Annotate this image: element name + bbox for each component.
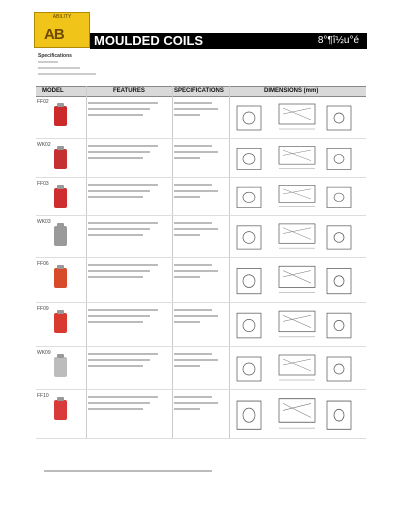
features-text [88,264,164,282]
page-code: 8°¶î½u°é [317,35,359,46]
dimension-drawing [231,143,361,173]
features-text [88,222,164,240]
logo-text: ABILITY [52,14,72,20]
coil-image [54,188,67,208]
coil-image [54,268,67,288]
features-text [88,145,164,163]
table-row [36,347,366,390]
dimension-drawing [231,394,361,434]
coil-image [54,106,67,126]
table-row [36,139,366,178]
model-code: WK03 [37,219,51,225]
coil-image [54,400,67,420]
coil-image [54,226,67,246]
features-text [88,396,164,414]
features-text [88,102,164,120]
specifications-text [174,222,222,240]
specs-heading: Specifications [38,53,72,59]
dimension-drawing [231,262,361,298]
coil-image [54,357,67,377]
table-row [36,303,366,347]
dimension-drawing [231,351,361,385]
logo-mark: AB [44,26,64,43]
features-text [88,353,164,371]
table-row [36,178,366,216]
specifications-text [174,353,222,371]
model-code: FF10 [37,393,49,399]
features-text [88,309,164,327]
dimension-drawing [231,220,361,253]
specifications-text [174,145,222,163]
table-row [36,390,366,439]
model-code: FF03 [37,181,49,187]
company-logo [34,12,90,48]
column-header-specifications: SPECIFICATIONS [174,88,224,94]
specifications-text [174,184,222,202]
dimension-drawing [231,100,361,134]
table-row [36,258,366,303]
column-header-model: MODEL [42,88,64,94]
model-code: WK09 [37,350,51,356]
model-code: FF02 [37,99,49,105]
coil-image [54,313,67,333]
column-header-dimensions: DIMENSIONS (mm) [264,88,319,94]
specifications-text [174,102,222,120]
dimension-drawing [231,307,361,342]
page-title: MOULDED COILS [94,33,204,48]
model-code: FF09 [37,306,49,312]
table-row [36,216,366,258]
spec-line [38,73,96,75]
spec-line [38,61,58,63]
table-row [36,96,366,139]
model-code: WK02 [37,142,51,148]
title-bar [90,33,367,49]
specifications-text [174,396,222,414]
spec-line [38,67,80,69]
model-code: FF06 [37,261,49,267]
specifications-text [174,309,222,327]
features-text [88,184,164,202]
coil-image [54,149,67,169]
column-header-features: FEATURES [113,88,145,94]
dimension-drawing [231,182,361,211]
footer-line [44,470,212,472]
specifications-text [174,264,222,282]
